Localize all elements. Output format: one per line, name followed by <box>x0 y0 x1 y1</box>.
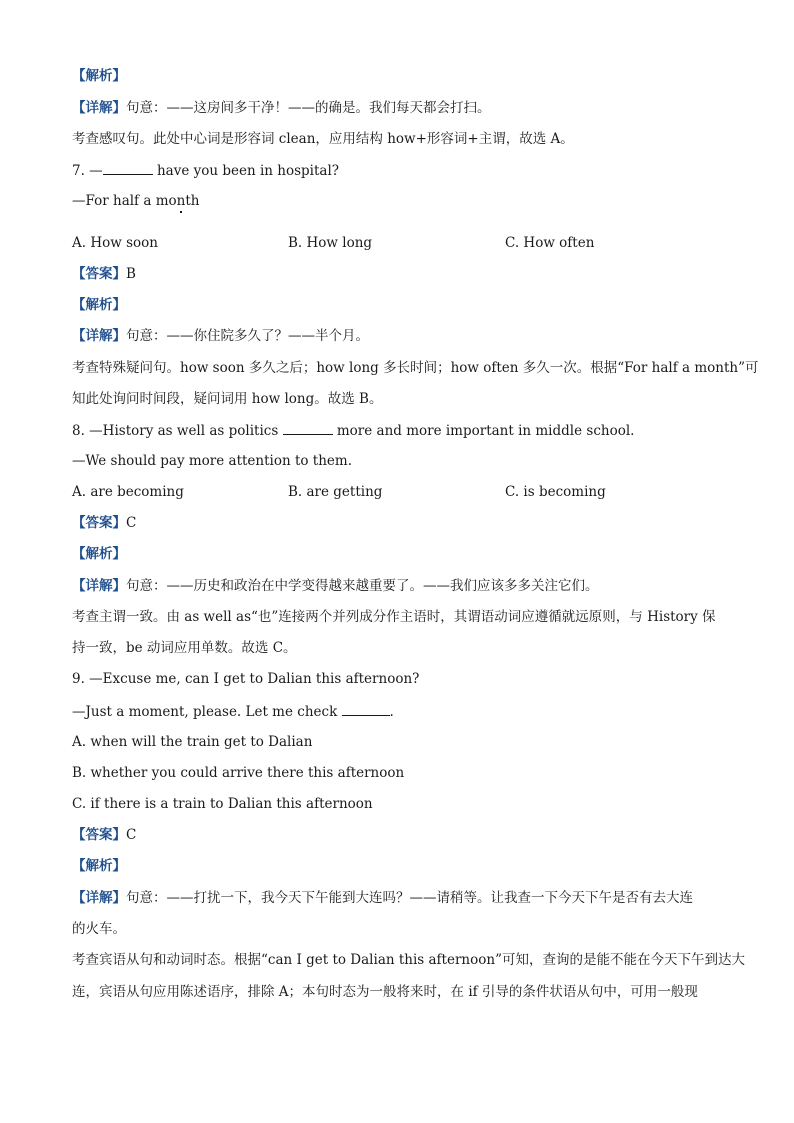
explain-text: 持一致，be 动词应用单数。故选 C。 <box>72 640 297 656</box>
analysis-heading-q7 <box>72 296 126 314</box>
option-c: C. How often <box>505 235 595 251</box>
reply-text: —For half a month <box>72 193 200 209</box>
answer-blank <box>103 161 153 175</box>
explain-line-q8-2 <box>72 639 297 657</box>
explain-text: 连，宾语从句应用陈述语序，排除 A；本句时态为一般将来时，在 if 引导的条件状语从句中，可用一般现 <box>72 984 698 1000</box>
analysis-tag: 【解析】 <box>72 546 126 562</box>
answer-blank <box>342 702 390 716</box>
answer-tag: 【答案】 <box>72 827 126 843</box>
analysis-heading-q8 <box>72 545 126 563</box>
question-9-stem <box>72 670 419 688</box>
question-9-reply <box>72 702 394 721</box>
explain-text: 知此处询问时间段，疑问词用 how long。故选 B。 <box>72 391 383 407</box>
analysis-tag: 【解析】 <box>72 858 126 874</box>
reply-prefix: —Just a moment, please. Let me check <box>72 704 342 720</box>
question-8-reply <box>72 452 352 470</box>
detail-line-q7 <box>72 327 369 345</box>
detail-tag: 【详解】 <box>72 100 126 116</box>
explain-line-q7-1 <box>72 359 759 377</box>
option-a: A. when will the train get to Dalian <box>72 734 313 750</box>
option-b: B. are getting <box>288 484 383 500</box>
detail-text: 句意：——打扰一下，我今天下午能到大连吗？——请稍等。让我查一下今天下午是否有去大连 <box>126 890 693 906</box>
option-b: B. How long <box>288 235 373 251</box>
reply-text: —We should pay more attention to them. <box>72 453 353 469</box>
explain-text: 考查宾语从句和动词时态。根据“can I get to Dalian this afternoon”可知，查询的是能不能在今天下午到达大 <box>72 952 745 968</box>
explain-line-q9-1 <box>72 951 745 969</box>
detail-line-q6 <box>72 99 491 117</box>
answer-line-q7 <box>72 265 136 283</box>
explain-line-q6 <box>72 130 574 148</box>
explain-line-q9-2 <box>72 983 698 1001</box>
explain-line-q8-1 <box>72 608 716 626</box>
option-c: C. if there is a train to Dalian this afternoon <box>72 796 373 812</box>
analysis-heading-q6 <box>72 67 126 85</box>
answer-tag: 【答案】 <box>72 266 126 282</box>
answer-line-q8 <box>72 514 136 532</box>
option-c: C. is becoming <box>505 484 606 500</box>
stem-suffix: have you been in hospital? <box>152 163 340 179</box>
answer-value: C <box>126 827 137 843</box>
stray-dot <box>180 211 182 213</box>
analysis-heading-q9 <box>72 857 126 875</box>
analysis-tag: 【解析】 <box>72 68 126 84</box>
answer-tag: 【答案】 <box>72 515 126 531</box>
detail-line-q9-2 <box>72 920 126 938</box>
detail-text: 句意：——你住院多久了？——半个月。 <box>126 328 369 344</box>
stem-text: 9. —Excuse me, can I get to Dalian this afternoon? <box>72 671 420 687</box>
question-7-reply <box>72 192 199 210</box>
stem-prefix: 8. —History as well as politics <box>72 423 283 439</box>
option-b: B. whether you could arrive there this afternoon <box>72 765 405 781</box>
answer-line-q9 <box>72 826 136 844</box>
explain-line-q7-2 <box>72 390 382 408</box>
question-7-stem <box>72 161 339 180</box>
explain-text: 考查特殊疑问句。how soon 多久之后；how long 多长时间；how often 多久一次。根据“For half a month”可 <box>72 360 759 376</box>
detail-tag: 【详解】 <box>72 328 126 344</box>
detail-line-q8 <box>72 577 599 595</box>
answer-value: B <box>126 266 136 282</box>
detail-text: 句意：——历史和政治在中学变得越来越重要了。——我们应该多多关注它们。 <box>126 578 599 594</box>
detail-tag: 【详解】 <box>72 890 126 906</box>
option-a: A. are becoming <box>72 484 184 500</box>
answer-blank <box>283 421 333 435</box>
reply-suffix: . <box>389 704 394 720</box>
answer-value: C <box>126 515 137 531</box>
detail-tag: 【详解】 <box>72 578 126 594</box>
explain-text: 考查感叹句。此处中心词是形容词 clean，应用结构 how+形容词+主谓，故选 A。 <box>72 131 574 147</box>
stem-prefix: 7. — <box>72 163 103 179</box>
explain-text: 考查主谓一致。由 as well as“也”连接两个并列成分作主语时，其谓语动词应遵循就远原则，与 History 保 <box>72 609 716 625</box>
detail-text: 句意：——这房间多干净！——的确是。我们每天都会打扫。 <box>126 100 491 116</box>
option-a: A. How soon <box>72 235 158 251</box>
detail-line-q9-1 <box>72 889 693 907</box>
question-8-stem <box>72 421 634 440</box>
analysis-tag: 【解析】 <box>72 297 126 313</box>
detail-text: 的火车。 <box>72 921 126 937</box>
stem-suffix: more and more important in middle school. <box>332 423 635 439</box>
